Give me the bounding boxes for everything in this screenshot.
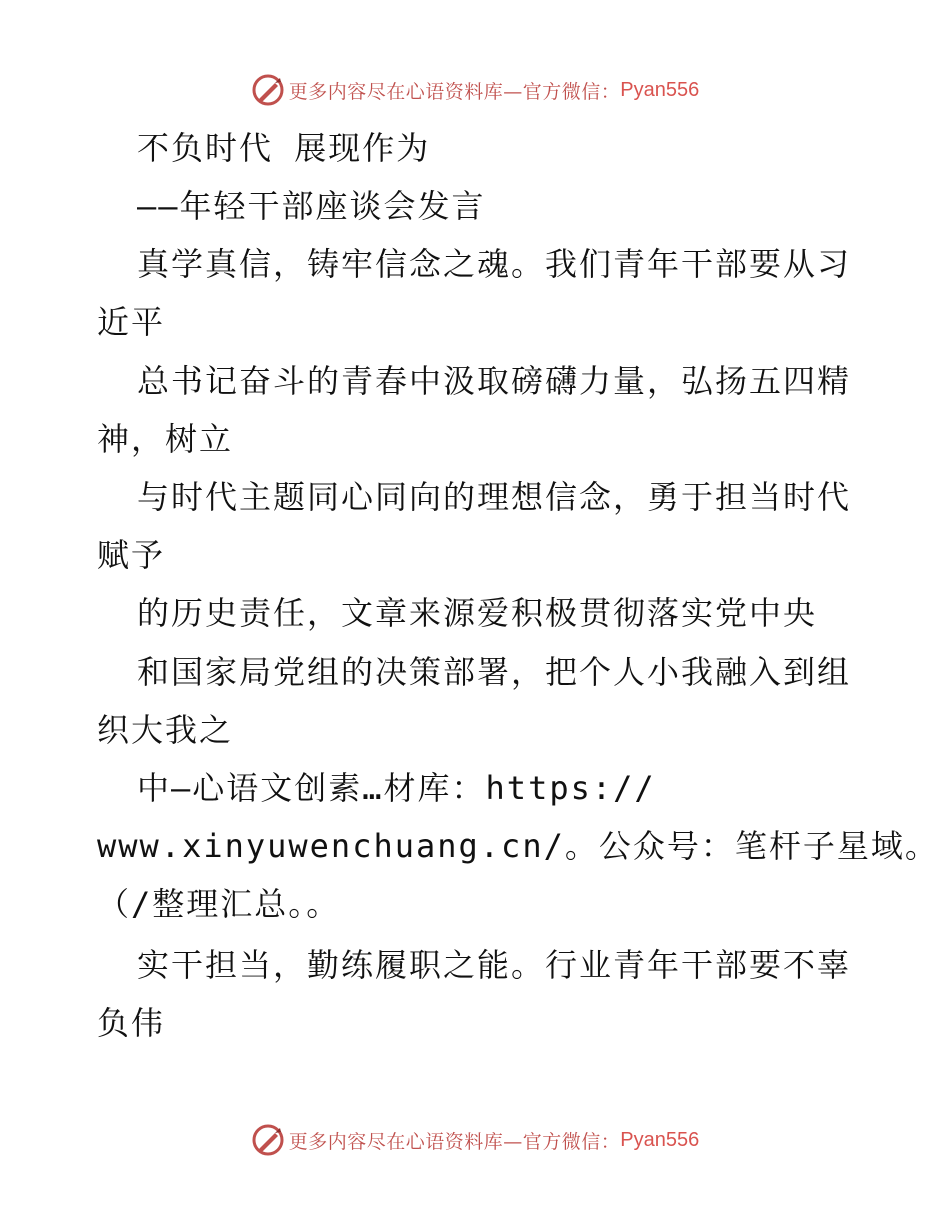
footer-banner (0, 1120, 950, 1160)
banner-text: 更多内容尽在心语资料库—官方微信： (288, 1130, 621, 1153)
doc-paragraph-line: 赋予 (97, 536, 166, 574)
doc-paragraph-line: （/整理汇总。。 (97, 885, 341, 923)
doc-paragraph-line: 总书记奋斗的青春中汲取磅礴力量，弘扬五四精 (137, 362, 852, 400)
doc-paragraph-line: 与时代主题同心同向的理想信念，勇于担当时代 (137, 478, 852, 516)
banner-wechat-handle: Pyan556 (620, 78, 700, 101)
doc-paragraph-line: 的历史责任，文章来源爱积极贯彻落实党中央 (137, 594, 818, 632)
doc-paragraph-line: 真学真信，铸牢信念之魂。我们青年干部要从习 (137, 245, 852, 283)
quill-logo-icon (251, 73, 285, 107)
doc-paragraph-line: www.xinyuwenchuang.cn/。公众号：笔杆子星域。 (97, 827, 939, 865)
doc-paragraph-line: 实干担当，勤练履职之能。行业青年干部要不辜 (137, 946, 852, 984)
doc-paragraph-line: 神，树立 (97, 420, 234, 458)
doc-title: 不负时代 展现作为 (137, 129, 431, 167)
doc-paragraph-line: 近平 (97, 303, 166, 341)
doc-paragraph-line: 负伟 (97, 1004, 166, 1042)
banner-text: 更多内容尽在心语资料库—官方微信： (288, 80, 621, 103)
doc-paragraph-line: 和国家局党组的决策部署，把个人小我融入到组 (137, 653, 852, 691)
doc-paragraph-line: 织大我之 (97, 711, 234, 749)
doc-subtitle: ——年轻干部座谈会发言 (137, 187, 486, 225)
header-banner (0, 70, 950, 110)
doc-paragraph-line: 中—心语文创素…材库：https:// (137, 769, 656, 807)
banner-wechat-handle: Pyan556 (620, 1128, 700, 1151)
quill-logo-icon (251, 1123, 285, 1157)
